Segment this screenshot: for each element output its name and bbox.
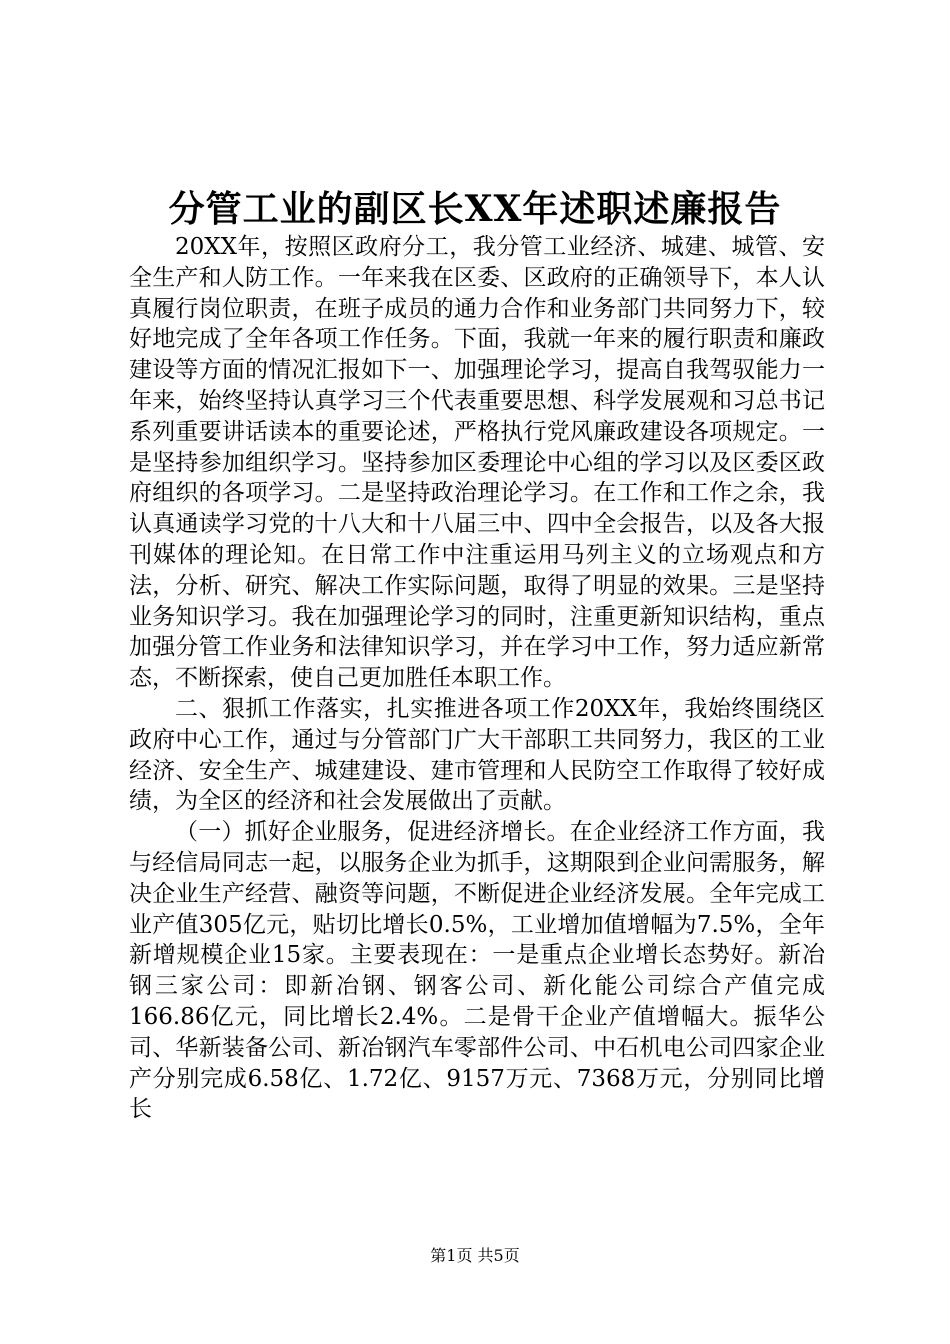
paragraph-3: （一）抓好企业服务，促进经济增长。在企业经济工作方面，我与经信局同志一起，以服务企业为抓手，这期限到企业问需服务，解决企业生产经营、融资等问题，不断促进企业经济发展。全年完成工业产值305亿元，贴切比增长0.5%，工业增加值增幅为7.5%，全年新增规模企业15家。主要表现在：一是重点企业增长态势好。新冶钢三家公司：即新冶钢、钢客公司、新化能公司综合产值完成166.86亿元，同比增长2.4%。二是骨干企业产值增幅大。振华公司、华新装备公司、新冶钢汽车零部件公司、中石机电公司四家企业产分别完成6.58亿、1.72亿、9157万元、7368万元，分别同比增长	[129, 819, 825, 1123]
paragraph-2: 二、狠抓工作落实，扎实推进各项工作20XX年，我始终围绕区政府中心工作，通过与分管部门广大干部职工共同努力，我区的工业经济、安全生产、城建建设、建市管理和人民防空工作取得了较好成绩，为全区的经济和社会发展做出了贡献。	[129, 695, 825, 815]
paragraph-1: 20XX年，按照区政府分工，我分管工业经济、城建、城管、安全生产和人防工作。一年来我在区委、区政府的正确领导下，本人认真履行岗位职责，在班子成员的通力合作和业务部门共同努力下，较好地完成了全年各项工作任务。下面，我就一年来的履行职责和廉政建设等方面的情况汇报如下一、加强理论学习，提高自我驾驭能力一年来，始终坚持认真学习三个代表重要思想、科学发展观和习总书记系列重要讲话读本的重要论述，严格执行党风廉政建设各项规定。一是坚持参加组织学习。坚持参加区委理论中心组的学习以及区委区政府组织的各项学习。二是坚持政治理论学习。在工作和工作之余，我认真通读学习党的十八大和十八届三中、四中全会报告，以及各大报刊媒体的理论知。在日常工作中注重运用马列主义的立场观点和方法，分析、研究、解决工作实际问题，取得了明显的效果。三是坚持业务知识学习。我在加强理论学习的同时，注重更新知识结构，重点加强分管工作业务和法律知识学习，并在学习中工作，努力适应新常态，不断探索，使自己更加胜任本职工作。	[129, 234, 825, 692]
document-body	[129, 232, 825, 1125]
page-footer: 第1页 共5页	[430, 1246, 520, 1265]
document-title: 分管工业的副区长XX年述职述廉报告	[168, 188, 782, 230]
